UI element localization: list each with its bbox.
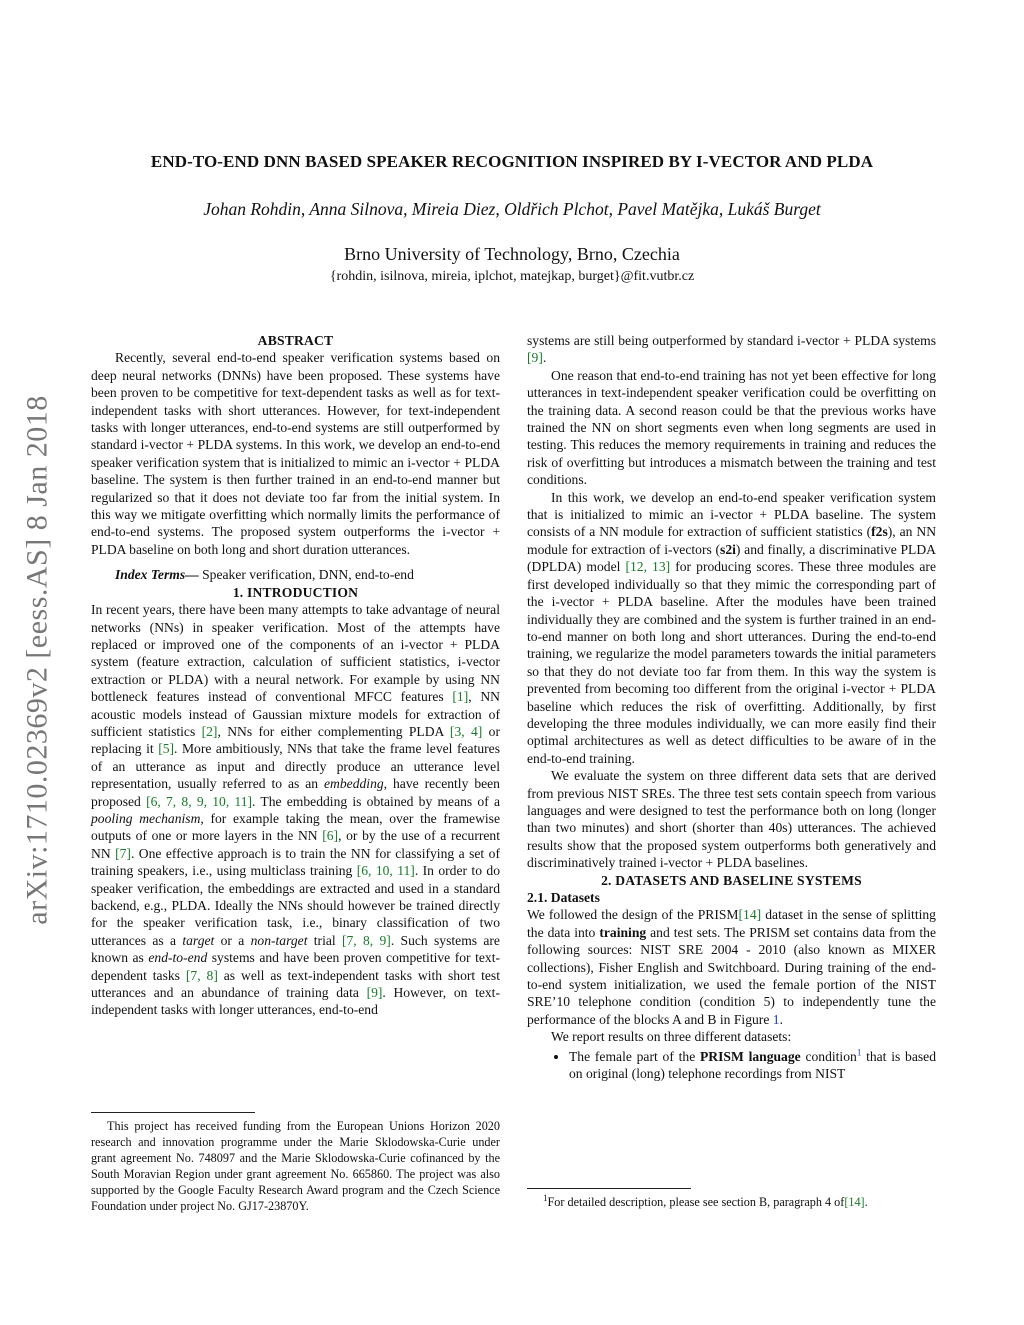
citation-link[interactable]: [9]	[366, 985, 383, 1001]
citation-link[interactable]: [6, 7, 8, 9, 10, 11]	[146, 793, 253, 809]
intro-text: , have recently been proposed	[91, 776, 500, 809]
list-item	[569, 1048, 936, 1083]
citation-link[interactable]: [12, 13]	[625, 559, 671, 575]
author-list: Johan Rohdin, Anna Silnova, Mireia Diez, Oldřich Plchot, Pavel Matějka, Lukáš Burget	[203, 199, 821, 219]
abstract-heading: ABSTRACT	[257, 333, 334, 348]
footnote-text	[527, 1194, 936, 1210]
right-paragraph-1	[527, 332, 936, 367]
right-paragraph-4: We evaluate the system on three different data sets that are derived from previous NIST SREs. The three test sets contain speech from various languages and were designed to test the performance both on long (longer than two minutes) and short (shorter than 40s) utterances. The achieved results show that the proposed system outperforms both generatively and discriminatively trained i-vector + PLDA baselines.	[527, 768, 936, 871]
intro-text: . However, on text-independent tasks with longer utterances, end-to-end	[91, 985, 500, 1018]
intro-text: , or by the use of a recurrent NN	[91, 828, 500, 861]
dataset-list	[527, 1048, 936, 1083]
intro-text: In recent years, there have been many attempts to take advantage of neural networks (NNs) in speaker verification. Most of the attempts have replaced or improved one of the components of an i-vector + PLDA system (feature extraction, calculation of sufficient statistics, i-vector extraction or PLDA) with a neural network. For example by using NN bottleneck features instead of conventional MFCC features	[91, 602, 500, 705]
right-paragraph-6: We report results on three different datasets:	[551, 1029, 792, 1045]
intro-paragraph	[91, 601, 500, 1019]
right-paragraph-2: One reason that end-to-end training has not yet been effective for long utterances in text-independent speaker verification could be overfitting on the training data. A second reason could be that the previous works have trained the NN on short segments even when long segments are used in testing. This reduces the memory requirements in training and reduces the risk of overfitting but introduces a mismatch between the training and test conditions.	[527, 367, 936, 488]
intro-text: . One effective approach is to train the NN for classifying a set of training speakers, i.e., using multiclass training	[91, 845, 500, 879]
intro-text: . Such systems are known as	[91, 932, 500, 966]
index-terms-list: Speaker verification, DNN, end-to-end	[198, 567, 414, 583]
intro-emphasis: embedding	[324, 776, 384, 792]
module-name: s2i	[720, 541, 736, 557]
right-column	[527, 332, 936, 1082]
subsection-heading: 2.1. Datasets	[527, 890, 600, 905]
citation-link[interactable]: [5]	[158, 741, 175, 757]
body-text: We followed the design of the PRISM	[527, 907, 739, 923]
footnote-number: 1	[543, 1192, 548, 1203]
intro-emphasis: target	[182, 932, 215, 948]
arxiv-identifier: arXiv:1710.02369v2 [eess.AS] 8 Jan 2018	[21, 395, 55, 925]
body-text: for producing scores. These three modules are first developed individually so that they mimic the corresponding part of the i-vector + PLDA baseline. After the modules have been trained individually they are combined and the system is further trained in an end-to-end manner on both long and short utterances. During the end-to-end training, we regularize the model parameters towards the initial parameters so that they do not deviate too far from them. In this way the system is prevented from becoming too different from the original i-vector + PLDA baseline which reduces the risk of overfitting. Additionally, by first developing the three modules individually, we can more easily find their optimal architectures as well as detect difficulties to be aware of in the end-to-end training.	[527, 559, 936, 766]
citation-link[interactable]: [6, 10, 11]	[356, 863, 415, 879]
footnote-divider	[91, 1112, 255, 1113]
intro-text: . In order to do speaker verification, the embeddings are extracted and used in a standard backend, e.g., PLDA. Ideally the NNs should however be trained directly for the speaker verification task, i.e., binary classification of two utterances as a	[91, 863, 500, 948]
right-footnote	[527, 1188, 936, 1210]
index-terms-label: Index Terms—	[115, 567, 199, 583]
intro-text: , for example taking the mean, over the framewise outputs of one or more layers in the NN	[91, 810, 500, 844]
arxiv-sidebar	[18, 360, 58, 960]
intro-text: . The embedding is obtained by means of a	[252, 793, 500, 809]
bold-term: PRISM language	[700, 1048, 801, 1064]
citation-link[interactable]: [6]	[322, 828, 339, 844]
abstract-text: Recently, several end-to-end speaker verification systems based on deep neural networks (DNNs) have been proposed. These systems have been proven to be competitive for text-dependent tasks as well as for text-independent tasks with short utterances. However, for text-independent tasks with longer utterances, end-to-end systems are still outperformed by standard i-vector + PLDA systems. In this work, we develop an end-to-end speaker verification system that is initialized to mimic an i-vector + PLDA baseline. The system is then further trained in an end-to-end manner but regularized so that it does not deviate too far from the initial system. In this way we mitigate overfitting which normally limits the performance of end-to-end systems. The proposed system outperforms the i-vector + PLDA baseline on both long and short duration utterances.	[91, 350, 500, 557]
affiliation: Brno University of Technology, Brno, Czechia	[344, 244, 680, 264]
citation-link[interactable]: [3, 4]	[449, 723, 483, 739]
funding-footnote	[91, 1112, 500, 1214]
right-paragraph-3	[527, 489, 936, 768]
intro-text: , NNs for either complementing PLDA	[217, 723, 450, 739]
body-text: For detailed description, please see section B, paragraph 4 of	[547, 1195, 845, 1209]
citation-link[interactable]: [1]	[452, 689, 469, 705]
figure-link[interactable]: 1	[772, 1011, 780, 1027]
body-text: .	[779, 1011, 783, 1027]
intro-emphasis: pooling mechanism	[91, 810, 201, 826]
bold-term: training	[599, 924, 647, 940]
citation-link[interactable]: [7, 8]	[185, 967, 218, 983]
intro-text: or a	[214, 932, 251, 948]
citation-link[interactable]: [7, 8, 9]	[341, 932, 391, 948]
module-name: f2s	[871, 524, 888, 540]
citation-link[interactable]: [14]	[738, 907, 762, 923]
intro-text: , NN acoustic models instead of Gaussian mixture models for extraction of sufficient statistics	[91, 689, 501, 739]
left-column	[91, 332, 500, 1019]
citation-link[interactable]: [9]	[527, 350, 543, 366]
intro-text: . More ambitiously, NNs that take the frame level features of an utterance as input and directly produce an utterance level representation, usually referred to as an	[91, 741, 500, 792]
funding-text: This project has received funding from the European Unions Horizon 2020 research and innovation programme under the Marie Sklodowska-Curie under grant agreement No. 748097 and the Marie Sklodowska-Curie cofinanced by the South Moravian Region under grant agreement No. 665860. The project was also supported by the Google Faculty Research Award program and the Czech Science Foundation under project No. GJ17-23870Y.	[91, 1119, 500, 1213]
intro-emphasis: end-to-end	[148, 950, 208, 966]
body-text: .	[542, 350, 547, 366]
footnote-marker[interactable]: 1	[856, 1047, 862, 1058]
intro-text: or replacing it	[91, 723, 500, 757]
body-text: condition	[800, 1048, 857, 1064]
citation-link[interactable]: [7]	[115, 845, 131, 861]
paper-title: END-TO-END DNN BASED SPEAKER RECOGNITION INSPIRED BY I-VECTOR AND PLDA	[150, 152, 874, 171]
citation-link[interactable]: [2]	[201, 723, 218, 739]
intro-text: trial	[307, 932, 342, 948]
body-text: that is based on original (long) telephone recordings from NIST	[569, 1048, 937, 1082]
intro-text: as well as text-independent tasks with short test utterances and an abundance of training data	[91, 967, 500, 1001]
right-paragraph-5	[527, 906, 936, 1028]
index-terms	[91, 566, 500, 583]
citation-link[interactable]: [14]	[844, 1195, 865, 1209]
author-emails: {rohdin, isilnova, mireia, iplchot, matejkap, burget}@fit.vutbr.cz	[329, 269, 695, 284]
intro-emphasis: non-target	[250, 932, 308, 948]
body-text: The female part of the	[569, 1048, 700, 1064]
body-text: .	[864, 1195, 868, 1209]
body-text: systems are still being outperformed by standard i-vector + PLDA systems	[527, 333, 936, 348]
body-text: In this work, we develop an end-to-end speaker verification system that is initialized to mimic an i-vector + PLDA baseline. The system consists of a NN module for extraction of sufficient statistics (	[527, 489, 936, 540]
footnote-divider	[527, 1188, 691, 1189]
body-text: ) and finally, a discriminative PLDA (DPLDA) model	[527, 541, 936, 575]
body-text: ), an NN module for extraction of i-vectors (	[527, 524, 937, 557]
body-text: dataset in the sense of splitting the data into	[527, 907, 936, 940]
intro-text: systems and have been proven competitive for text-dependent tasks	[91, 950, 500, 983]
section-2-heading: 2. DATASETS AND BASELINE SYSTEMS	[601, 872, 862, 888]
intro-heading: 1. INTRODUCTION	[232, 584, 359, 600]
body-text: and test sets. The PRISM set contains data from the following sources: NIST SRE 2004 - 2010 (also known as MIXER collections), Fisher English and Switchboard. During training of the end-to-end system initialization, we used the female portion of the NIST SRE’10 telephone condition (condition 5) to independently tune the performance of the blocks A and B in Figure	[527, 924, 937, 1027]
